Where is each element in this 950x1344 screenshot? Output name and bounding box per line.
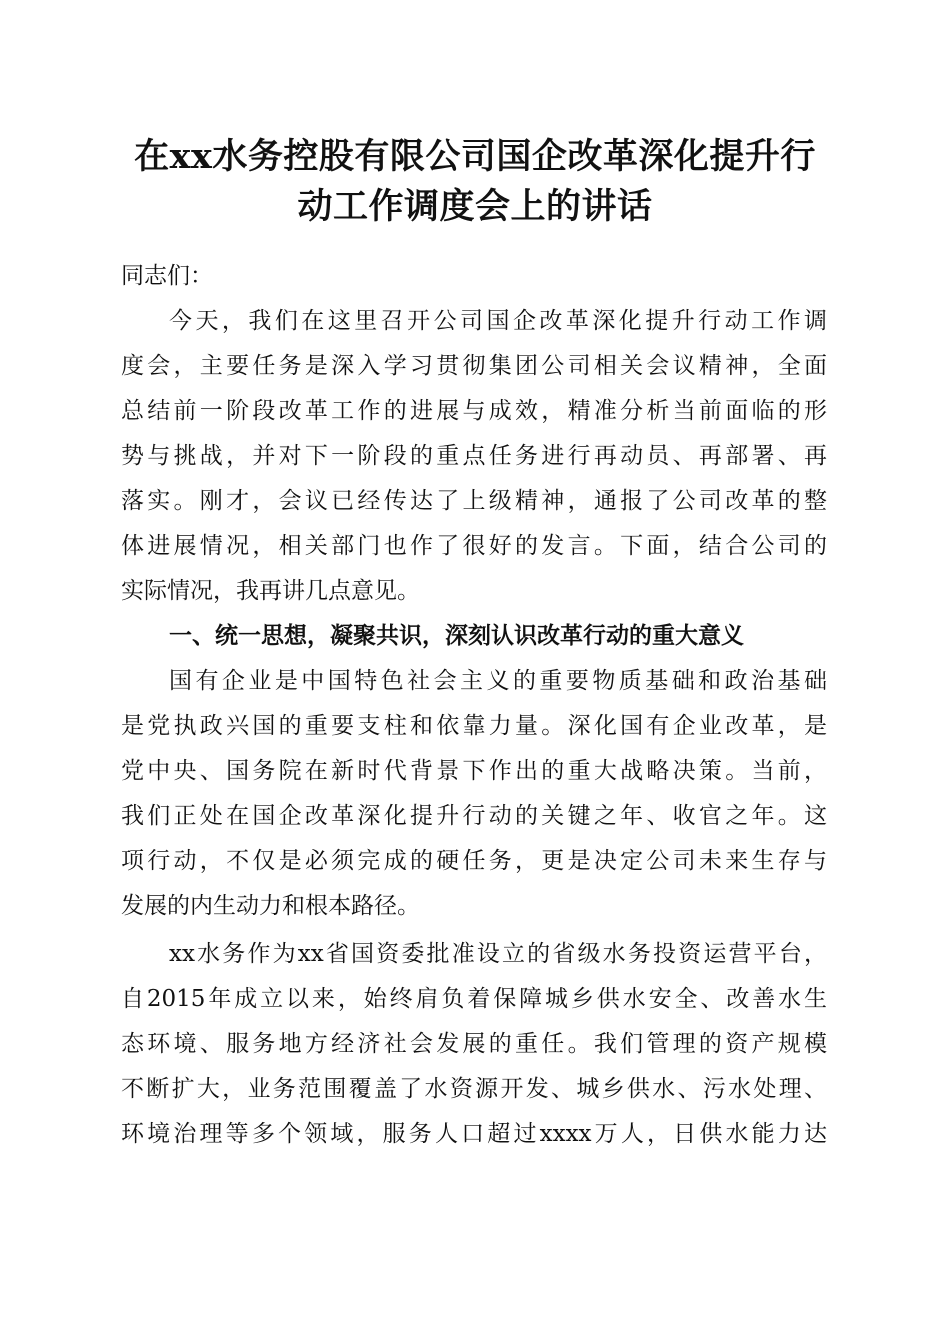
paragraph-line: 党中央、国务院在新时代背景下作出的重大战略决策。当前， <box>121 758 827 784</box>
paragraph-line: 度会，主要任务是深入学习贯彻集团公司相关会议精神，全面 <box>121 353 827 379</box>
paragraph-line: 体进展情况，相关部门也作了很好的发言。下面，结合公司的 <box>121 533 827 559</box>
paragraph-line: 自2015年成立以来，始终肩负着保障城乡供水安全、改善水生 <box>121 986 827 1012</box>
paragraph-line: 今天，我们在这里召开公司国企改革深化提升行动工作调 <box>169 308 827 334</box>
paragraph-line: 态环境、服务地方经济社会发展的重任。我们管理的资产规模 <box>121 1031 827 1057</box>
paragraph-line: 环境治理等多个领域，服务人口超过xxxx万人，日供水能力达 <box>121 1121 827 1147</box>
paragraph-line: 总结前一阶段改革工作的进展与成效，精准分析当前面临的形 <box>121 398 827 424</box>
paragraph-line: 不断扩大，业务范围覆盖了水资源开发、城乡供水、污水处理、 <box>121 1076 827 1102</box>
paragraph-2 <box>121 659 827 929</box>
title-line: 在xx水务控股有限公司国企改革深化提升行 <box>134 136 816 177</box>
paragraph-line: xx水务作为xx省国资委批准设立的省级水务投资运营平台， <box>169 941 827 967</box>
paragraph-line: 发展的内生动力和根本路径。 <box>121 893 420 919</box>
document-title <box>118 132 832 232</box>
paragraph-3 <box>121 932 827 1157</box>
paragraph-line: 国有企业是中国特色社会主义的重要物质基础和政治基础 <box>169 668 827 694</box>
salutation: 同志们： <box>121 263 213 289</box>
paragraph-line: 实际情况，我再讲几点意见。 <box>121 578 420 604</box>
paragraph-line: 我们正处在国企改革深化提升行动的关键之年、收官之年。这 <box>121 803 827 829</box>
title-line: 动工作调度会上的讲话 <box>297 186 653 227</box>
document-body <box>121 254 827 1157</box>
paragraph-line: 落实。刚才，会议已经传达了上级精神，通报了公司改革的整 <box>121 488 827 514</box>
paragraph-line: 势与挑战，并对下一阶段的重点任务进行再动员、再部署、再 <box>121 443 827 469</box>
paragraph-line: 项行动，不仅是必须完成的硬任务，更是决定公司未来生存与 <box>121 848 827 874</box>
section-heading: 一、统一思想，凝聚共识，深刻认识改革行动的重大意义 <box>169 623 744 649</box>
paragraph-line: 是党执政兴国的重要支柱和依靠力量。深化国有企业改革，是 <box>121 713 827 739</box>
intro-paragraph <box>121 299 827 614</box>
